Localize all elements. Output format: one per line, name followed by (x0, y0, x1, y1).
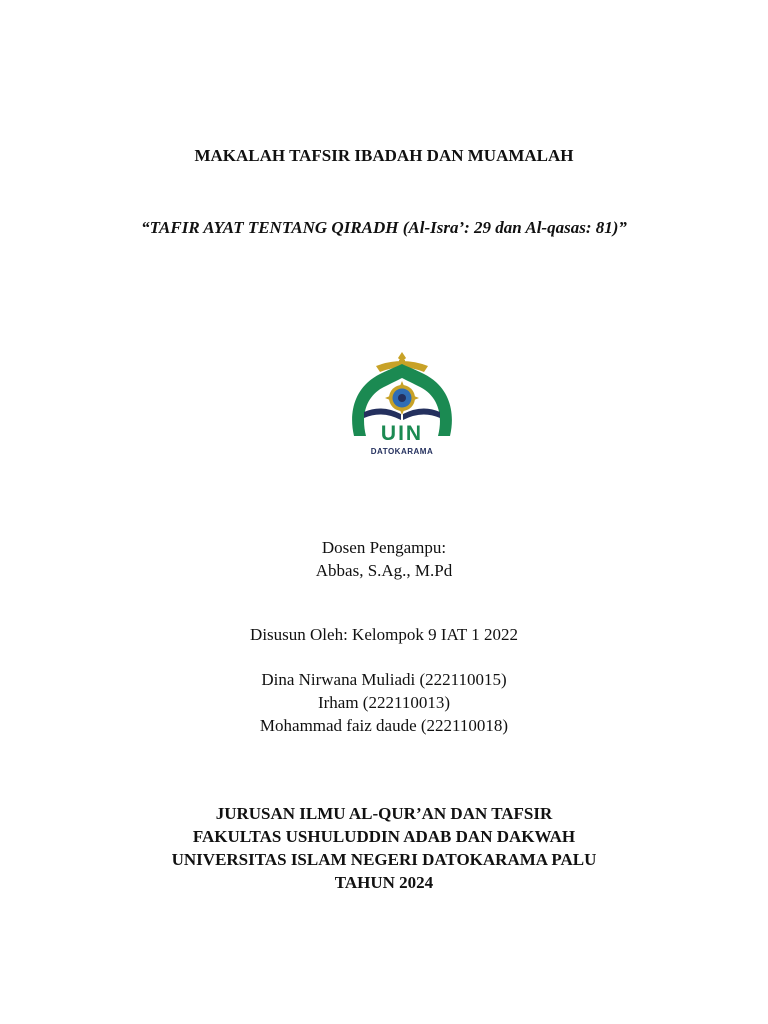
document-subtitle: “TAFIR AYAT TENTANG QIRADH (Al-Isra’: 29 dan Al-qasas: 81)” (141, 218, 627, 237)
lecturer-name: Abbas, S.Ag., M.Pd (315, 561, 453, 580)
uin-datokarama-logo-icon (346, 350, 458, 458)
compiled-by: Disusun Oleh: Kelompok 9 IAT 1 2022 (250, 625, 518, 644)
logo-text: DATOKARAMA (370, 447, 434, 456)
lecturer-label: Dosen Pengampu: (321, 538, 447, 557)
document-title: MAKALAH TAFSIR IBADAH DAN MUAMALAH (194, 146, 574, 165)
institution-department: JURUSAN ILMU AL-QUR’AN DAN TAFSIR (215, 804, 553, 823)
member-item: Irham (222110013) (317, 693, 451, 712)
institution-faculty: FAKULTAS USHULUDDIN ADAB DAN DAKWAH (192, 827, 576, 846)
member-item: Dina Nirwana Muliadi (222110015) (261, 670, 507, 689)
institution-year: TAHUN 2024 (334, 873, 434, 892)
member-item: Mohammad faiz daude (222110018) (259, 716, 509, 735)
institution-university: UNIVERSITAS ISLAM NEGERI DATOKARAMA PALU (171, 850, 597, 869)
logo-monogram: UIN (380, 422, 424, 445)
